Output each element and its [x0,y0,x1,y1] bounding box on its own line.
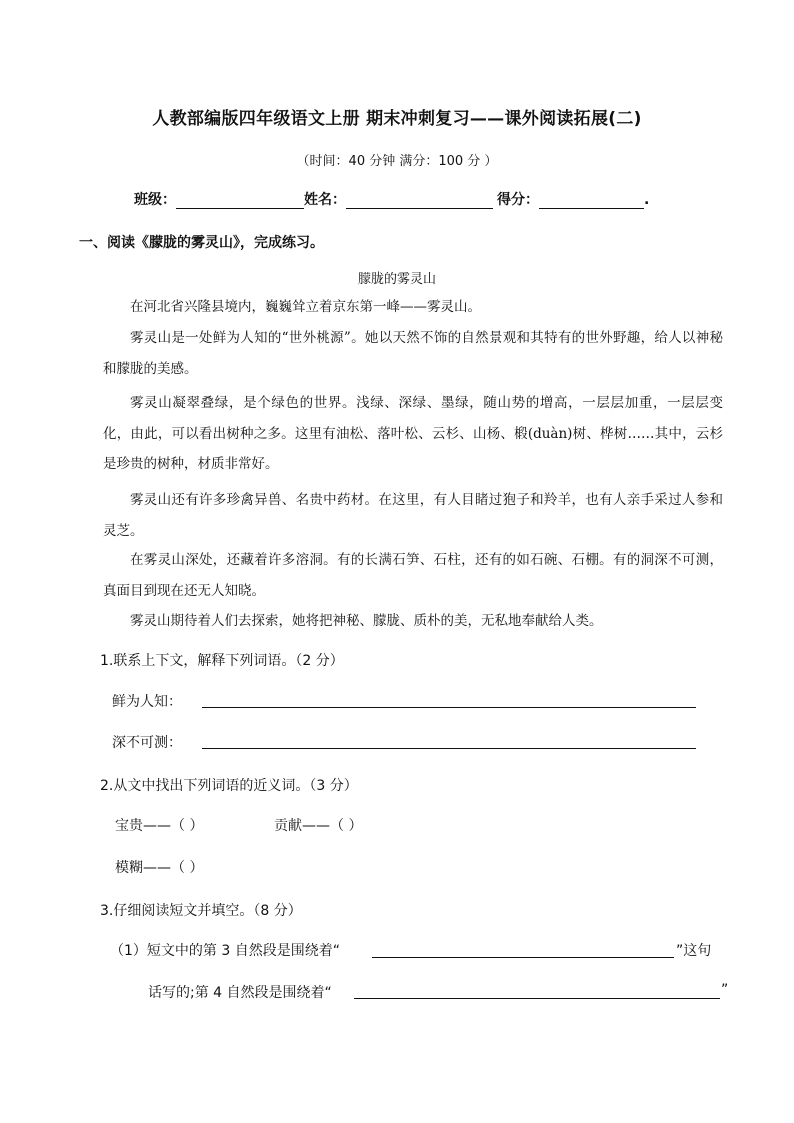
name-label: 姓名： [304,192,346,208]
q3-part1-prefix: （1）短文中的第 3 自然段是围绕着“ [110,943,340,959]
q3-answer-line[interactable] [372,957,674,958]
q2-blank-item[interactable]: 贡献——（ ） [274,818,363,834]
q1-answer-line[interactable] [202,707,696,708]
q1-term-label: 深不可测： [112,735,182,751]
info-end-mark: . [644,192,650,208]
student-info-row [134,189,649,209]
passage-paragraph: 在雾灵山深处，还藏着许多溶洞。有的长满石笋、石柱，还有的如石碗、石棚。有的洞深不可测，真面目到现在还无人知晓。 [103,552,723,599]
q3-part2-prefix: 话写的;第 4 自然段是围绕着“ [148,985,332,1001]
q1-answer-line[interactable] [202,748,696,749]
passage-paragraph: 雾灵山是一处鲜为人知的“世外桃源”。她以天然不饰的自然景观和其特有的世外野趣，给人以神秘和朦胧的美感。 [103,330,723,377]
q3-answer-line[interactable] [354,998,720,999]
exam-time-score: （时间：40 分钟 满分：100 分 ） [296,154,498,169]
score-field[interactable] [539,192,644,209]
class-field[interactable] [176,192,304,209]
section-heading: 一、阅读《朦胧的雾灵山》，完成练习。 [79,235,324,251]
passage-paragraph: 雾灵山还有许多珍禽异兽、名贵中药材。在这里，有人目睹过狍子和羚羊，也有人亲手采过人参和灵芝。 [103,492,723,539]
passage-paragraph: 在河北省兴隆县境内，巍巍耸立着京东第一峰——雾灵山。 [130,299,481,315]
name-field[interactable] [346,192,493,209]
passage-paragraph: 雾灵山期待着人们去探索，她将把神秘、朦胧、质朴的美，无私地奉献给人类。 [130,613,603,629]
q3-part2-suffix: ” [721,982,729,998]
passage-title: 朦胧的雾灵山 [357,272,436,287]
question-3: 3.仔细阅读短文并填空。（8 分） [100,903,302,919]
passage-paragraph: 雾灵山凝翠叠绿，是个绿色的世界。浅绿、深绿、墨绿，随山势的增高，一层层加重，一层层变化，由此，可以看出树种之多。这里有油松、落叶松、云杉、山杨、椴(duàn)树、桦树……其中，云杉是珍贵的树种，材质非常好。 [103,395,723,472]
class-label: 班级： [134,192,176,208]
q3-part1-suffix: ”这句 [676,943,712,959]
question-2: 2.从文中找出下列词语的近义词。（3 分） [100,778,358,794]
score-label: 得分： [497,192,539,208]
question-1: 1.联系上下文，解释下列词语。（2 分） [100,653,344,669]
q1-term-label: 鲜为人知： [112,694,182,710]
q2-blank-item[interactable]: 宝贵——（ ） [115,818,204,834]
q2-blank-item[interactable]: 模糊——（ ） [115,860,204,876]
page-title: 人教部编版四年级语文上册 期末冲刺复习——课外阅读拓展(二) [152,109,642,129]
